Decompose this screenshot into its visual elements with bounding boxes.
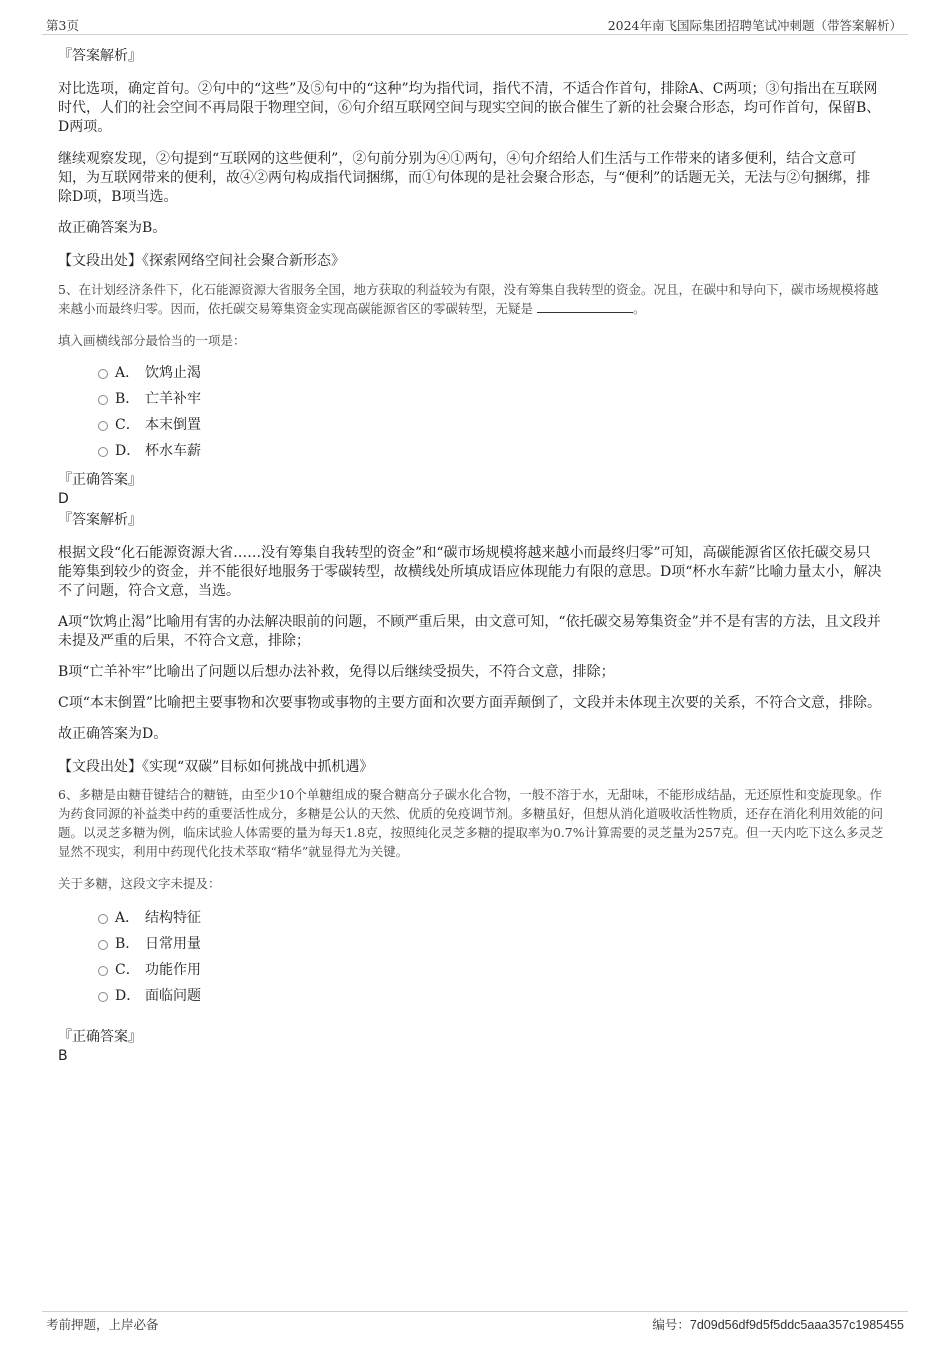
q4-analysis-label: 『答案解析』 (58, 48, 142, 64)
page-number: 第3页 (46, 18, 79, 33)
q5-option-a[interactable]: A． 饮鸩止渴 (58, 360, 884, 386)
footer-slogan: 考前押题，上岸必备 (46, 1317, 159, 1332)
q5-source: 【文段出处】《实现“双碳”目标如何挑战中抓机遇》 (58, 759, 374, 775)
radio-icon[interactable] (98, 992, 108, 1002)
q5-conclusion: 故正确答案为D。 (58, 726, 168, 742)
footer-code-label: 编号： (652, 1317, 690, 1332)
q6-answer: B (58, 1048, 68, 1064)
q4-analysis-p1: 对比选项，确定首句。②句中的“这些”及⑤句中的“这种”均为指代词，指代不清，不适合作首句，排除A、C两项；③句指出在互联网时代，人们的社会空间不再局限于物理空间，⑥句介绍互联网空间与现实空间的嵌合催生了新的社会聚合形态，均可作首句，保留B、D两项。 (58, 81, 881, 135)
q5-analysis-p4: C项“本末倒置”比喻把主要事物和次要事物或事物的主要方面和次要方面弄颠倒了，文段并未体现主次要的关系，不符合文意，排除。 (58, 695, 882, 711)
q5-prompt: 填入画横线部分最恰当的一项是： (58, 333, 246, 348)
radio-icon[interactable] (98, 395, 108, 405)
q5-stem-end: 。 (633, 301, 646, 316)
q6-option-a[interactable]: A． 结构特征 (58, 905, 884, 931)
q5-option-b[interactable]: B． 亡羊补牢 (58, 386, 884, 412)
document-title: 2024年南飞国际集团招聘笔试冲刺题（带答案解析） (607, 18, 902, 33)
radio-icon[interactable] (98, 447, 108, 457)
radio-icon[interactable] (98, 940, 108, 950)
q4-analysis-p2: 继续观察发现，②句提到“互联网的这些便利”，②句前分别为④①两句，④句介绍给人们生活与工作带来的诸多便利，结合文意可知，为互联网带来的便利，故④②两句构成指代词捆绑，而①句体现的是社会聚合形态，与“便利”的话题无关，无法与②句捆绑，排除D项，B项当选。 (58, 151, 871, 205)
q4-conclusion: 故正确答案为B。 (58, 220, 167, 236)
q6-option-c[interactable]: C． 功能作用 (58, 957, 884, 983)
q5-answer-label: 『正确答案』 (58, 472, 142, 488)
q6-answer-label: 『正确答案』 (58, 1029, 142, 1045)
q5-options (58, 360, 884, 464)
q4-source: 【文段出处】《探索网络空间社会聚合新形态》 (58, 253, 345, 269)
radio-icon[interactable] (98, 914, 108, 924)
document-body (58, 46, 884, 1065)
q5-analysis-p2: A项“饮鸩止渴”比喻用有害的办法解决眼前的问题，不顾严重后果，由文意可知，“依托碳交易筹集资金”并不是有害的方法，且文段并未提及严重的后果，不符合文意，排除； (58, 614, 881, 649)
page-footer (42, 1311, 908, 1332)
footer-code-value: 7d09d56df9d5f5ddc5aaa357c1985455 (689, 1318, 904, 1332)
radio-icon[interactable] (98, 966, 108, 976)
q5-blank-line (537, 300, 633, 313)
q5-analysis-p1: 根据文段“化石能源资源大省……没有筹集自我转型的资金”和“碳市场规模将越来越小而最终归零”可知，高碳能源省区依托碳交易只能筹集到较少的资金，并不能很好地服务于零碳转型，故横线处所填成语应体现能力有限的意思。D项“杯水车薪”比喻力量太小，解决不了问题，符合文意，当选。 (58, 545, 882, 599)
q5-option-c[interactable]: C． 本末倒置 (58, 412, 884, 438)
radio-icon[interactable] (98, 421, 108, 431)
q6-prompt: 关于多糖，这段文字未提及： (58, 876, 221, 891)
q5-answer: D (58, 491, 69, 507)
q5-option-d[interactable]: D． 杯水车薪 (58, 438, 884, 464)
radio-icon[interactable] (98, 369, 108, 379)
q5-stem (58, 280, 884, 318)
footer-code (652, 1315, 904, 1333)
q6-option-b[interactable]: B． 日常用量 (58, 931, 884, 957)
q6-options (58, 905, 884, 1009)
page-header (42, 14, 908, 35)
q5-analysis-label: 『答案解析』 (58, 512, 142, 528)
q6-stem: 6、多糖是由糖苷键结合的糖链，由至少10个单糖组成的聚合糖高分子碳水化合物，一般不溶于水，无甜味，不能形成结晶，无还原性和变旋现象。作为药食同源的补益类中药的重要活性成分，多糖是公认的天然、优质的免疫调节剂。多糖虽好，但想从消化道吸收活性物质，还存在消化利用效能的问题。以灵芝多糖为例，临床试验人体需要的量为每天1.8克，按照纯化灵芝多糖的提取率为0.7%计算需要的灵芝量为257克。但一天内吃下这么多灵芝显然不现实，利用中药现代化技术萃取“精华”就显得尤为关键。 (58, 787, 884, 859)
q5-analysis-p3: B项“亡羊补牢”比喻出了问题以后想办法补救，免得以后继续受损失，不符合文意，排除； (58, 664, 615, 680)
q6-option-d[interactable]: D． 面临问题 (58, 983, 884, 1009)
q5-stem-text: 5、在计划经济条件下，化石能源资源大省服务全国，地方获取的利益较为有限，没有筹集自我转型的资金。况且，在碳中和导向下，碳市场规模将越来越小而最终归零。因而，依托碳交易筹集资金实现高碳能源省区的零碳转型，无疑是 (58, 282, 879, 316)
